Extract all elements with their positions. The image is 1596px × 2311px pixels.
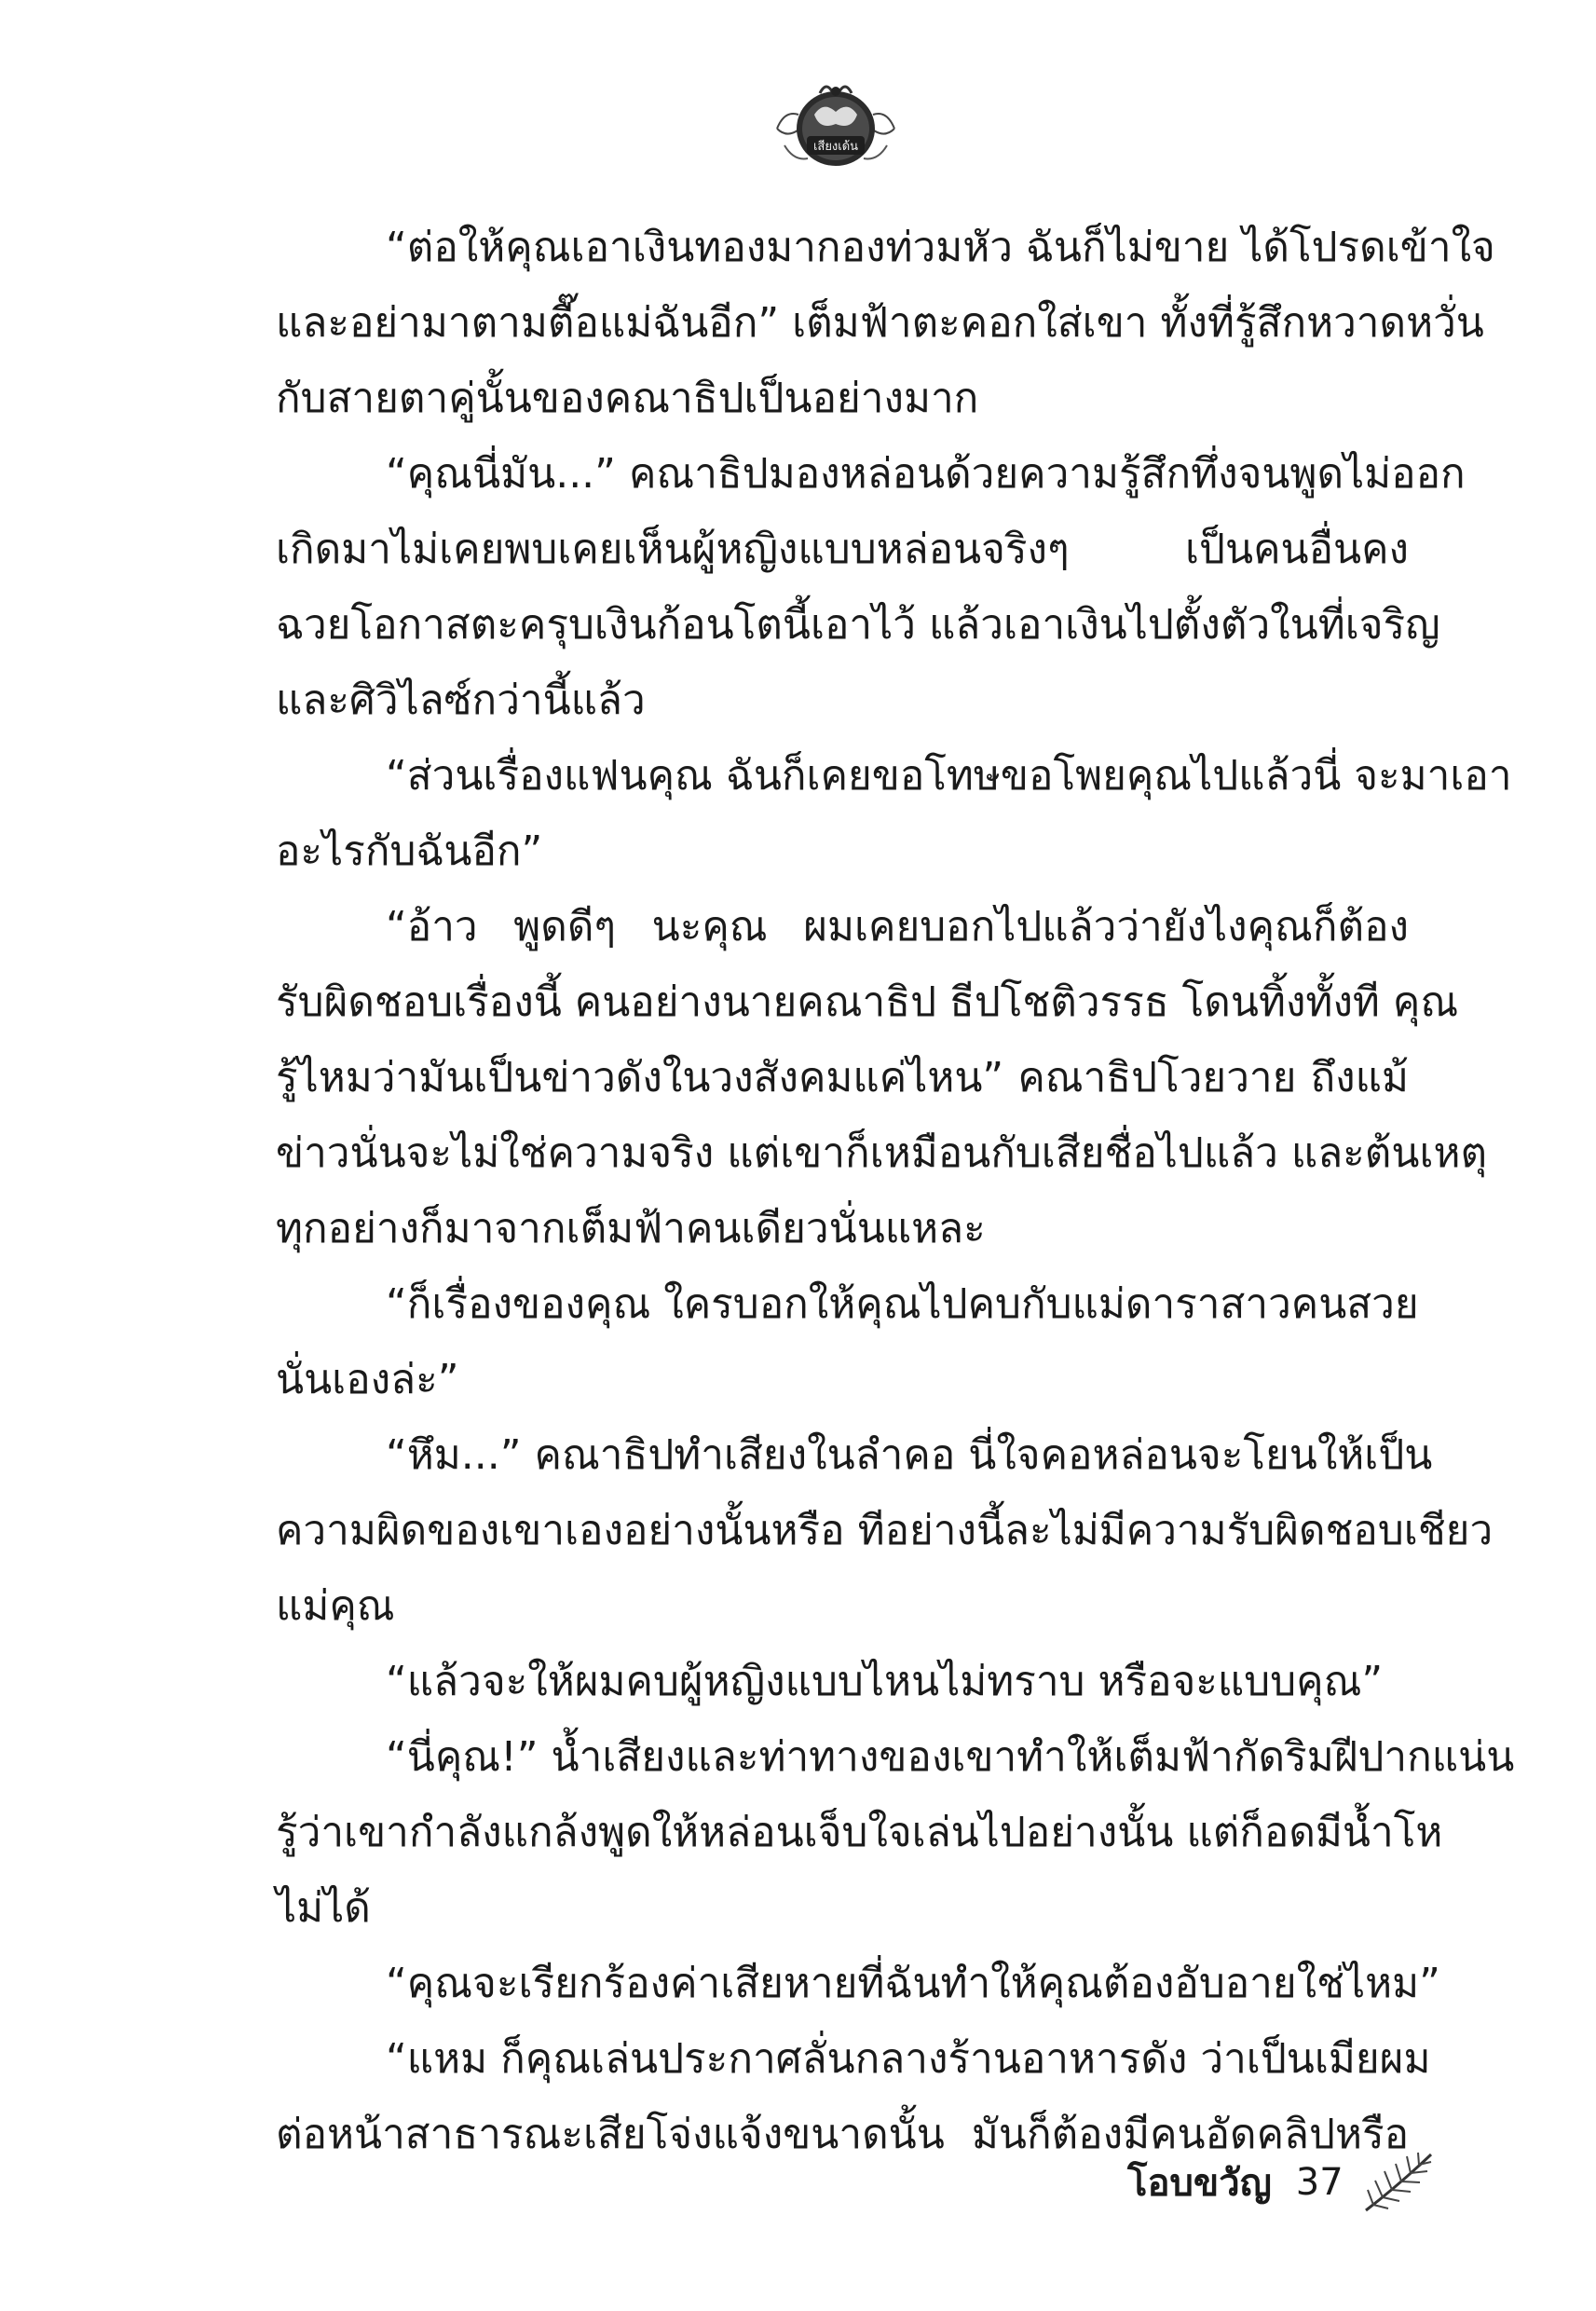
text-line: ความผิดของเขาเองอย่างนั้นหรือ ทีอย่างนี้ละไม่มีความรับผิดชอบเชียว: [276, 1507, 1494, 1554]
publisher-logo: [766, 73, 906, 175]
text-line: และศิวิไลซ์กว่านี้แล้ว: [276, 677, 646, 724]
text-line: อะไรกับฉันอีก”: [276, 827, 543, 875]
paragraph: [276, 1266, 1419, 1417]
book-title: โอบขวัญ: [1127, 2162, 1272, 2205]
text-line: “คุณนี่มัน...” คณาธิปมองหล่อนด้วยความรู้สึกทึ่งจนพูดไม่ออก: [386, 450, 1466, 498]
text-line: รู้ว่าเขากำลังแกล้งพูดให้หล่อนเจ็บใจเล่นไปอย่างนั้น แต่ก็อดมีน้ำโห: [276, 1809, 1443, 1856]
text-line: “แล้วจะให้ผมคบผู้หญิงแบบไหนไม่ทราบ หรือจะแบบคุณ”: [386, 1658, 1384, 1705]
text-line: “ต่อให้คุณเอาเงินทองมากองท่วมหัว ฉันก็ไม่ขาย ได้โปรดเข้าใจ: [386, 224, 1495, 271]
paragraph: [276, 889, 1488, 1266]
text-line: รับผิดชอบเรื่องนี้ คนอย่างนายคณาธิป ธีปโชติวรรธ โดนทิ้งทั้งที คุณ: [276, 978, 1459, 1026]
text-line: ข่าวนั่นจะไม่ใช่ความจริง แต่เขาก็เหมือนกับเสียชื่อไปแล้ว และต้นเหตุ: [276, 1129, 1488, 1177]
text-line: แม่คุณ: [276, 1582, 395, 1630]
paragraph: [276, 1644, 1409, 1719]
text-line: กับสายตาคู่นั้นของคณาธิปเป็นอย่างมาก: [276, 375, 979, 422]
leaf-ornament-icon: [1360, 2149, 1435, 2216]
logo-text: เสียงเด้น: [812, 140, 859, 154]
text-line: ฉวยโอกาสตะครุบเงินก้อนโตนี้เอาไว้ แล้วเอาเงินไปตั้งตัวในที่เจริญ: [276, 601, 1440, 649]
body-text: [276, 210, 1515, 2172]
text-line: “อ้าว พูดดีๆ นะคุณ ผมเคยบอกไปแล้วว่ายังไงคุณก็ต้อง: [386, 903, 1409, 950]
paragraph: [276, 738, 1512, 889]
text-line: เกิดมาไม่เคยพบเคยเห็นผู้หญิงแบบหล่อนจริงๆ เป็นคนอื่นคง: [276, 526, 1409, 573]
text-line: รู้ไหมว่ามันเป็นข่าวดังในวงสังคมแค่ไหน” คณาธิปโวยวาย ถึงแม้: [276, 1054, 1409, 1101]
paragraph: [276, 436, 1466, 738]
text-line: ต่อหน้าสาธารณะเสียโจ่งแจ้งขนาดนั้น มันก็ต้องมีคนอัดคลิปหรือ: [276, 2111, 1409, 2158]
text-line: ไม่ได้: [276, 1884, 371, 1932]
paragraph: [276, 1417, 1494, 1644]
text-line: “แหม ก็คุณเล่นประกาศลั่นกลางร้านอาหารดัง ว่าเป็นเมียผม: [386, 2035, 1431, 2083]
text-line: นั่นเองล่ะ”: [276, 1356, 459, 1403]
text-line: “หึม...” คณาธิปทำเสียงในลำคอ นี่ใจคอหล่อนจะโยนให้เป็น: [386, 1431, 1433, 1479]
text-line: “ส่วนเรื่องแฟนคุณ ฉันก็เคยขอโทษขอโพยคุณไปแล้วนี่ จะมาเอา: [386, 752, 1512, 800]
page-number: 37: [1295, 2161, 1344, 2204]
page-footer: [1127, 2145, 1444, 2220]
text-line: “คุณจะเรียกร้องค่าเสียหายที่ฉันทำให้คุณต้องอับอายใช่ไหม”: [386, 1960, 1440, 2007]
text-line: “ก็เรื่องของคุณ ใครบอกให้คุณไปคบกับแม่ดาราสาวคนสวย: [386, 1280, 1419, 1328]
paragraph: [276, 1946, 1440, 2021]
text-line: ทุกอย่างก็มาจากเต็มฟ้าคนเดียวนั่นแหละ: [276, 1205, 986, 1252]
paragraph: [276, 1719, 1515, 1946]
text-line: “นี่คุณ!” น้ำเสียงและท่าทางของเขาทำให้เต็มฟ้ากัดริมฝีปากแน่น: [386, 1733, 1515, 1781]
paragraph: [276, 210, 1495, 436]
text-line: และอย่ามาตามตื๊อแม่ฉันอีก” เต็มฟ้าตะคอกใส่เขา ทั้งที่รู้สึกหวาดหวั่น: [276, 299, 1484, 347]
mask-emblem-icon: [766, 73, 906, 175]
